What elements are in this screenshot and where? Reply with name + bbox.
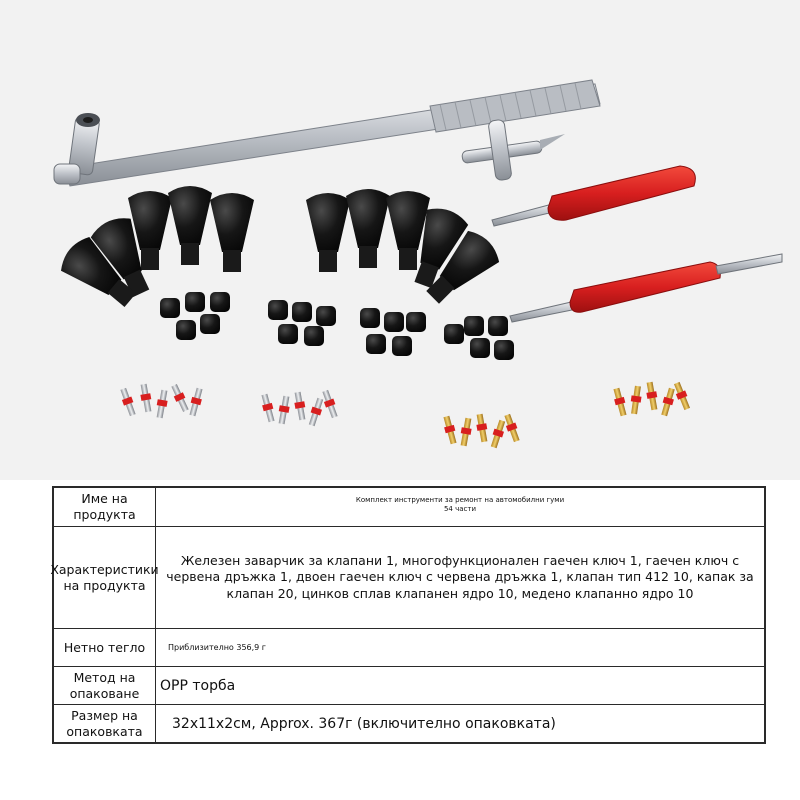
packaging-method-label: Метод на опаковане (54, 667, 156, 704)
spec-row-net-weight (54, 628, 764, 666)
package-size-value: 32x11x2см, Approx. 367г (включително опаковката) (172, 715, 556, 732)
net-weight-label: Нетно тегло (54, 629, 156, 666)
red-handle-valve-wrench (492, 166, 695, 226)
product-spec-table (52, 486, 766, 744)
product-name-value: Комплект инструменти за ремонт на автомобилни гуми 54 части (355, 495, 565, 513)
spec-row-packaging-method (54, 666, 764, 704)
net-weight-value: Приблизително 356,9 г (168, 643, 267, 652)
valve-installer-tool (54, 80, 600, 186)
brass-valve-cores (442, 381, 692, 449)
spec-row-product-name (54, 488, 764, 526)
multifunction-wrench (462, 119, 565, 181)
characteristics-label: Характеристики на продукта (54, 527, 156, 628)
spec-row-package-size (54, 704, 764, 742)
zinc-valve-cores (119, 383, 340, 427)
double-red-handle-wrench (510, 254, 782, 322)
packaging-method-value: OPP торба (160, 677, 236, 694)
characteristics-value: Железен заварчик за клапани 1, многофункционален гаечен ключ 1, гаечен ключ с червена дръжка 1, двоен гаечен ключ с червена дръжка 1, клапан тип 412 10, капак за клапан 20, цинков сплав клапанен ядро 10, медено клапанно ядро 10 (166, 553, 754, 601)
spec-row-characteristics (50, 526, 764, 628)
product-name-label: Име на продукта (54, 488, 156, 526)
rubber-valves-right (306, 189, 504, 313)
package-size-label: Размер на опаковката (54, 705, 156, 742)
valve-caps (160, 292, 514, 360)
